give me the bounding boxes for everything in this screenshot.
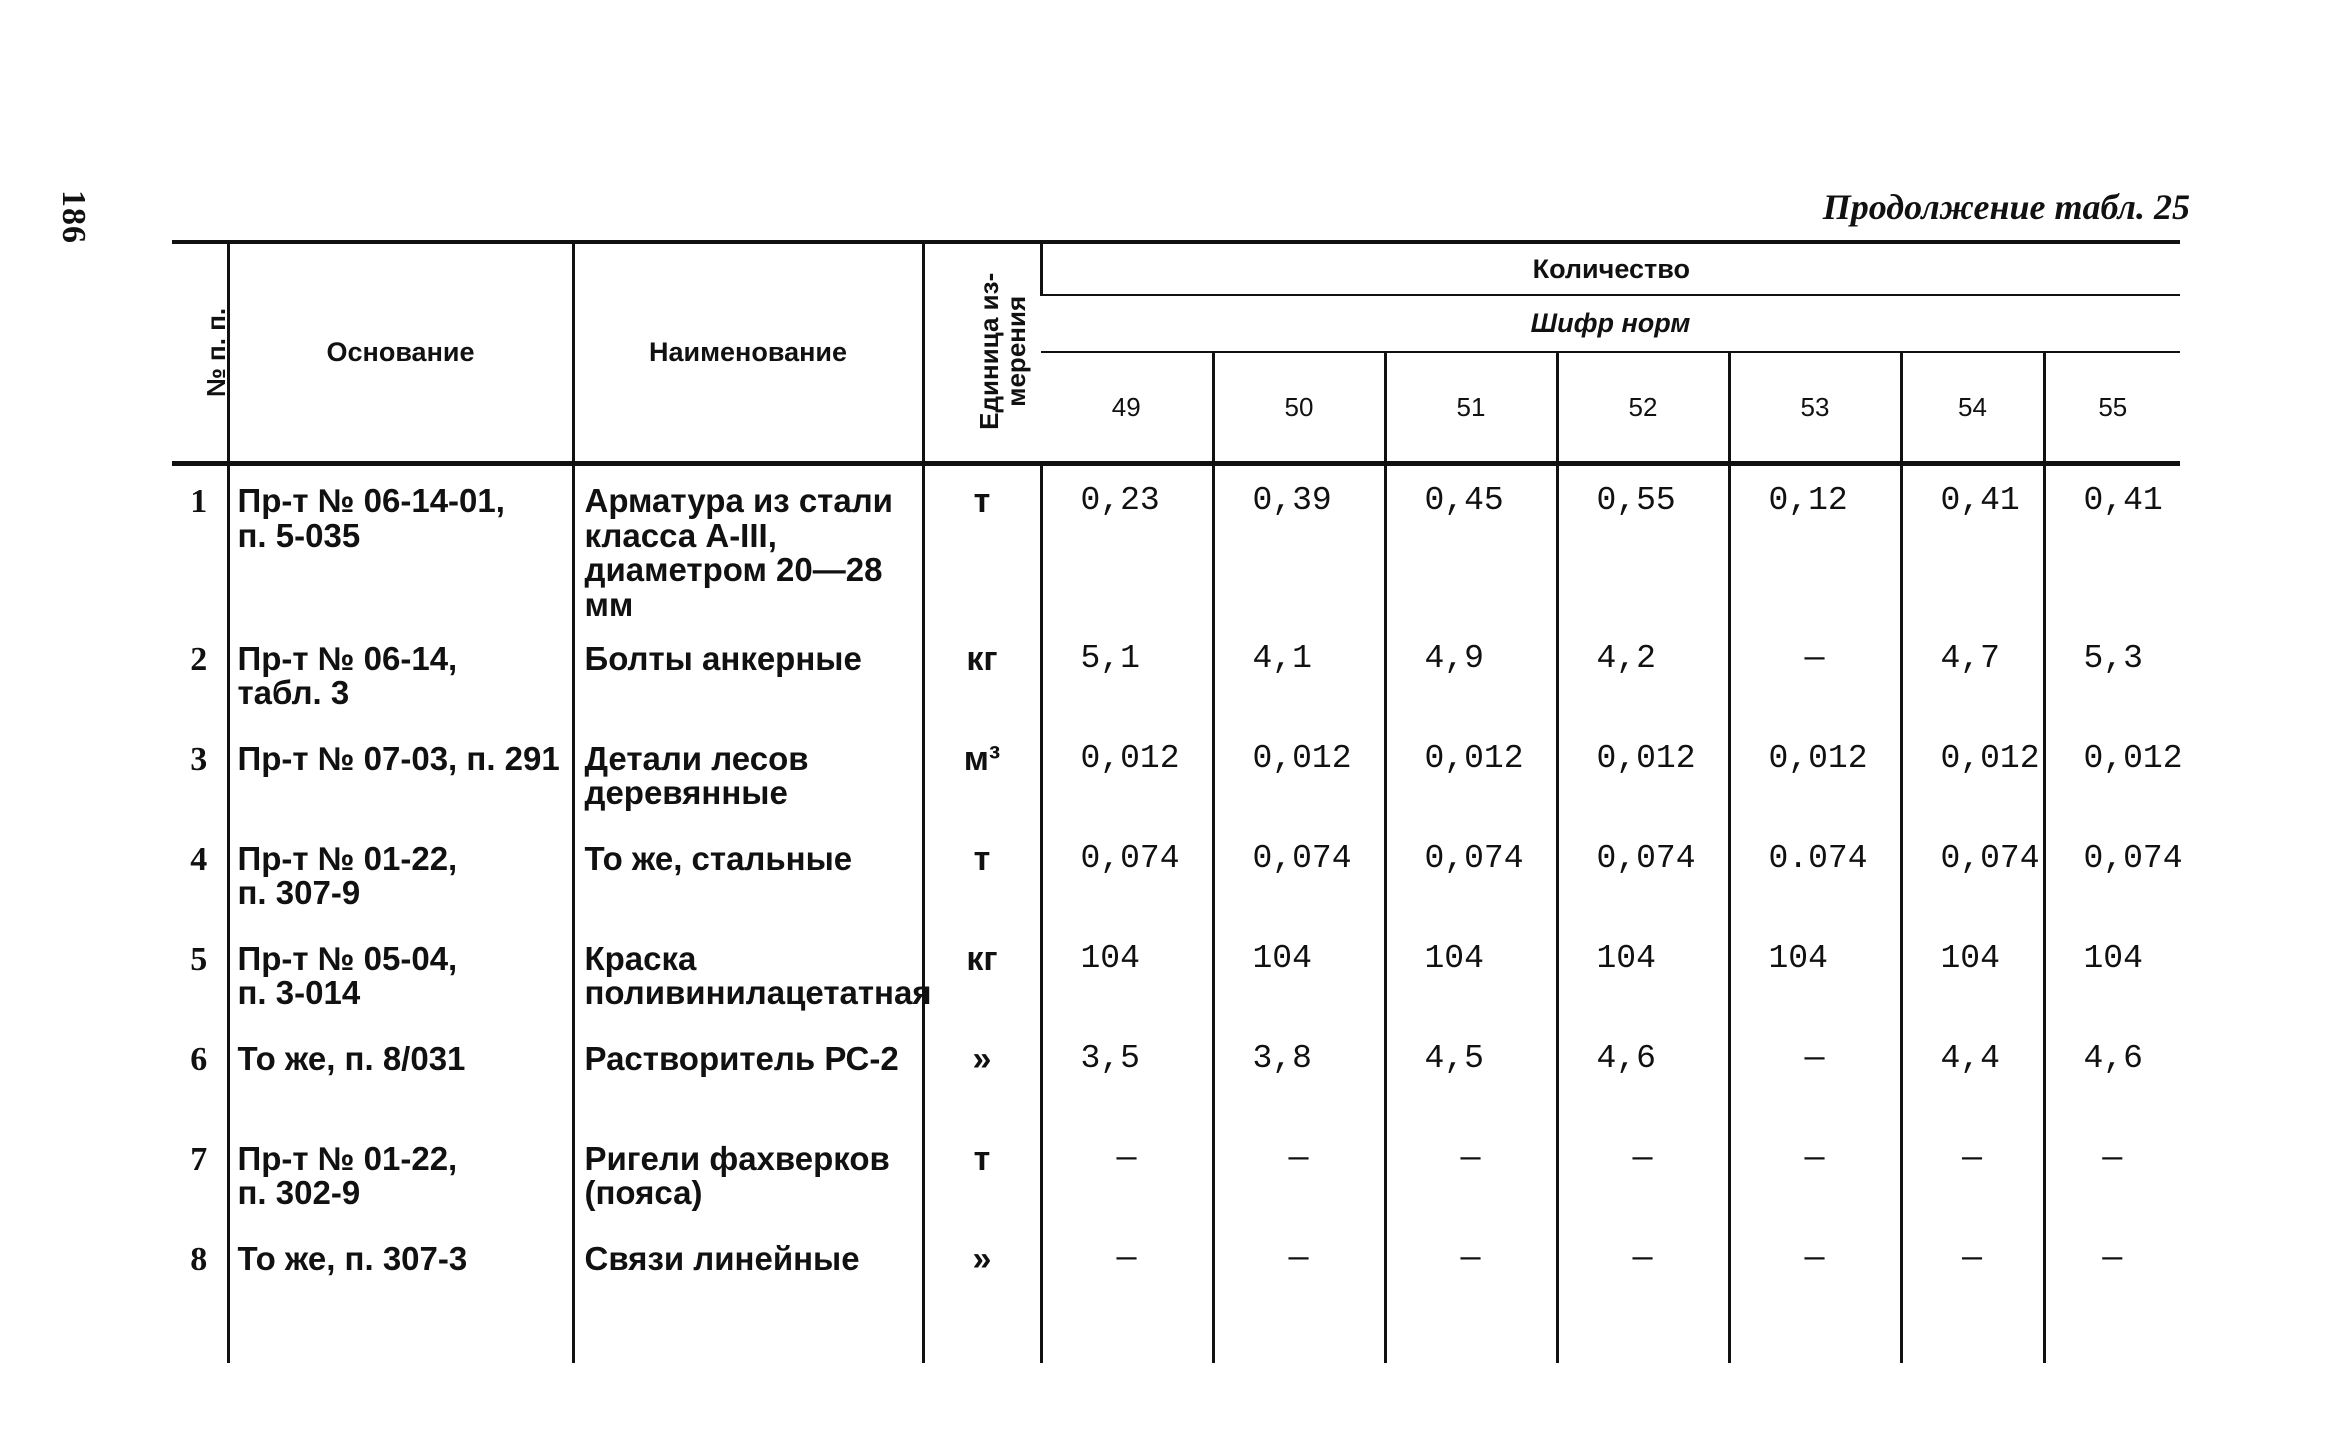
row-value-55: 5,3 xyxy=(2044,624,2180,724)
row-number: 1 xyxy=(190,483,208,520)
row-unit: м³ xyxy=(923,724,1041,824)
row-number: 4 xyxy=(190,840,208,878)
row-value-53: 0,12 xyxy=(1729,464,1901,624)
row-number: 6 xyxy=(190,1040,208,1078)
row-value-49: 3,5 xyxy=(1041,1024,1213,1124)
row-value-50: 104 xyxy=(1213,924,1385,1024)
row-name: То же, стальные xyxy=(573,824,923,924)
table-header xyxy=(172,242,2180,464)
header-unit xyxy=(923,242,1041,464)
row-value-50: 0,012 xyxy=(1213,724,1385,824)
row-value-50: 4,1 xyxy=(1213,624,1385,724)
row-number: 5 xyxy=(190,940,208,978)
page-number: 186 xyxy=(55,190,92,244)
materials-table xyxy=(172,240,2183,1395)
row-basis: Пр-т № 01-22, п. 302-9 xyxy=(228,1124,573,1224)
row-name: Детали лесов деревянные xyxy=(573,724,923,824)
row-value-51: 0,45 xyxy=(1385,464,1557,624)
header-code-54: 54 xyxy=(1901,352,2044,464)
row-unit: т xyxy=(923,1124,1041,1224)
row-value-51: — xyxy=(1385,1124,1557,1224)
row-value-50: — xyxy=(1213,1224,1385,1363)
row-basis: То же, п. 307-3 xyxy=(228,1224,573,1363)
row-value-53: 0.074 xyxy=(1729,824,1901,924)
table-row xyxy=(172,1224,2180,1363)
header-code-51: 51 xyxy=(1385,352,1557,464)
row-value-51: — xyxy=(1385,1224,1557,1363)
row-value-52: 0,55 xyxy=(1557,464,1729,624)
row-name: Растворитель РС-2 xyxy=(573,1024,923,1124)
row-number: 2 xyxy=(190,640,208,678)
header-code-52: 52 xyxy=(1557,352,1729,464)
row-number: 3 xyxy=(190,740,208,778)
header-quantity: Количество xyxy=(1041,242,2180,295)
row-unit: кг xyxy=(923,624,1041,724)
row-basis: Пр-т № 01-22, п. 307-9 xyxy=(228,824,573,924)
row-value-55: 104 xyxy=(2044,924,2180,1024)
header-basis: Основание xyxy=(228,242,573,464)
header-code: Шифр норм xyxy=(1041,295,2180,352)
row-value-51: 104 xyxy=(1385,924,1557,1024)
row-name: Связи линейные xyxy=(573,1224,923,1363)
row-value-52: 0,074 xyxy=(1557,824,1729,924)
row-basis: То же, п. 8/031 xyxy=(228,1024,573,1124)
row-value-50: 0,074 xyxy=(1213,824,1385,924)
row-value-55: 0,41 xyxy=(2044,464,2180,624)
row-value-53: — xyxy=(1729,1224,1901,1363)
row-name: Краска поливинилацетатная xyxy=(573,924,923,1024)
row-basis: Пр-т № 07-03, п. 291 xyxy=(228,724,573,824)
row-name: Ригели фахверков (пояса) xyxy=(573,1124,923,1224)
row-value-54: 4,4 xyxy=(1901,1024,2044,1124)
row-value-52: — xyxy=(1557,1124,1729,1224)
header-name: Наименование xyxy=(573,242,923,464)
table-body xyxy=(172,464,2183,1363)
row-value-55: 4,6 xyxy=(2044,1024,2180,1124)
row-basis: Пр-т № 06-14, табл. 3 xyxy=(228,624,573,724)
header-code-53: 53 xyxy=(1729,352,1901,464)
row-value-50: — xyxy=(1213,1124,1385,1224)
row-value-49: 0,012 xyxy=(1041,724,1213,824)
row-value-50: 0,39 xyxy=(1213,464,1385,624)
row-value-54: 0,012 xyxy=(1901,724,2044,824)
table-row xyxy=(172,624,2180,724)
row-value-49: — xyxy=(1041,1124,1213,1224)
row-value-49: 104 xyxy=(1041,924,1213,1024)
table-continuation-title: Продолжение табл. 25 xyxy=(1822,187,2190,227)
row-value-51: 0,012 xyxy=(1385,724,1557,824)
row-value-53: — xyxy=(1729,624,1901,724)
table-row xyxy=(172,824,2180,924)
row-unit: кг xyxy=(923,924,1041,1024)
table-row xyxy=(172,1124,2180,1224)
table-row xyxy=(172,724,2180,824)
row-number: 8 xyxy=(190,1240,208,1278)
row-value-53: — xyxy=(1729,1124,1901,1224)
row-name: Болты анкерные xyxy=(573,624,923,724)
header-code-49: 49 xyxy=(1041,352,1213,464)
header-num xyxy=(172,242,232,464)
row-value-55: — xyxy=(2044,1124,2180,1224)
row-unit: т xyxy=(923,464,1041,624)
header-code-50: 50 xyxy=(1213,352,1385,464)
row-value-52: — xyxy=(1557,1224,1729,1363)
row-value-53: 0,012 xyxy=(1729,724,1901,824)
row-value-49: 5,1 xyxy=(1041,624,1213,724)
row-unit: » xyxy=(923,1224,1041,1363)
row-value-50: 3,8 xyxy=(1213,1024,1385,1124)
row-value-51: 4,5 xyxy=(1385,1024,1557,1124)
row-value-51: 4,9 xyxy=(1385,624,1557,724)
table-row xyxy=(172,1024,2180,1124)
row-name: Арматура из стали класса А-III, диаметром 20—28 мм xyxy=(573,464,923,624)
row-unit: т xyxy=(923,824,1041,924)
row-value-49: 0,23 xyxy=(1041,464,1213,624)
row-value-54: 4,7 xyxy=(1901,624,2044,724)
row-unit: » xyxy=(923,1024,1041,1124)
row-value-52: 4,2 xyxy=(1557,624,1729,724)
row-value-55: — xyxy=(2044,1224,2180,1363)
header-code-55: 55 xyxy=(2044,352,2180,464)
row-number: 7 xyxy=(190,1140,208,1178)
row-value-49: — xyxy=(1041,1224,1213,1363)
table-row xyxy=(172,924,2180,1024)
row-value-54: 0,074 xyxy=(1901,824,2044,924)
row-value-55: 0,012 xyxy=(2044,724,2180,824)
row-value-54: — xyxy=(1901,1124,2044,1224)
row-basis: Пр-т № 05-04, п. 3-014 xyxy=(228,924,573,1024)
row-value-52: 104 xyxy=(1557,924,1729,1024)
row-value-55: 0,074 xyxy=(2044,824,2180,924)
row-value-52: 4,6 xyxy=(1557,1024,1729,1124)
header-num-label: № п. п. xyxy=(201,307,232,398)
row-value-54: 104 xyxy=(1901,924,2044,1024)
row-value-53: — xyxy=(1729,1024,1901,1124)
row-basis: Пр-т № 06-14-01, п. 5-035 xyxy=(228,464,573,624)
row-value-49: 0,074 xyxy=(1041,824,1213,924)
row-value-54: 0,41 xyxy=(1901,464,2044,624)
row-value-54: — xyxy=(1901,1224,2044,1363)
row-value-53: 104 xyxy=(1729,924,1901,1024)
row-value-52: 0,012 xyxy=(1557,724,1729,824)
row-value-51: 0,074 xyxy=(1385,824,1557,924)
table-row xyxy=(172,464,2180,624)
header-unit-label: Единица из- мерения xyxy=(973,273,1032,431)
